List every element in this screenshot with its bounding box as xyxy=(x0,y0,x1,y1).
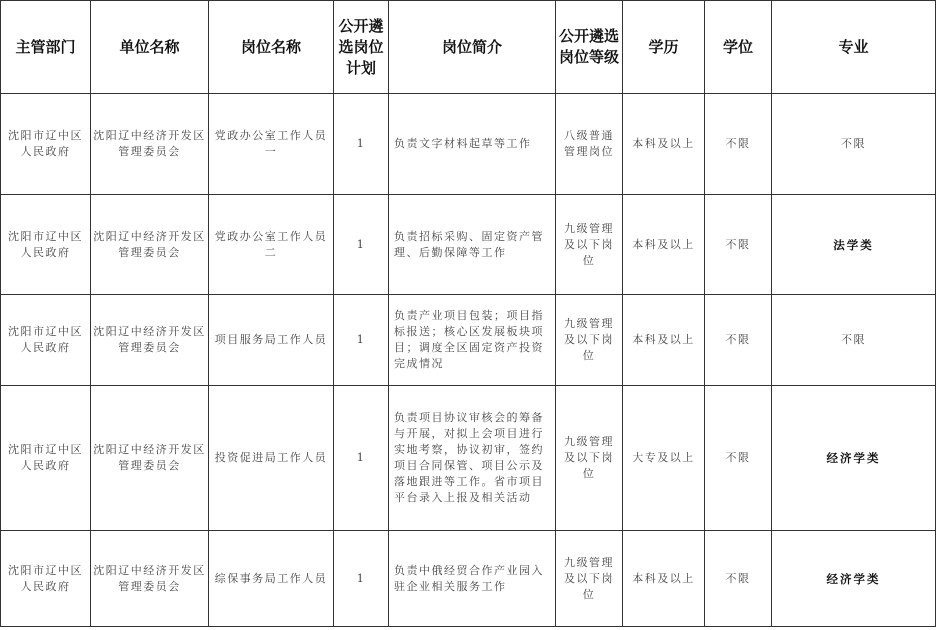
header-cell-major: 专业 xyxy=(772,1,936,94)
desc-cell: 负责产业项目包装；项目指标报送；核心区发展板块项目；调度全区固定资产投资完成情况 xyxy=(389,295,556,386)
header-cell-desc: 岗位简介 xyxy=(389,1,556,94)
unit-cell: 沈阳辽中经济开发区管理委员会 xyxy=(91,94,209,195)
major-cell: 不限 xyxy=(772,295,936,386)
header-cell-edu: 学历 xyxy=(623,1,705,94)
major-cell: 经济学类 xyxy=(772,531,936,627)
major-cell: 不限 xyxy=(772,94,936,195)
table-row xyxy=(1,295,936,386)
header-row xyxy=(1,1,936,94)
edu-cell: 本科及以上 xyxy=(623,195,705,295)
unit-cell: 沈阳辽中经济开发区管理委员会 xyxy=(91,195,209,295)
plan-cell: 1 xyxy=(334,94,389,195)
table-row xyxy=(1,195,936,295)
unit-cell: 沈阳辽中经济开发区管理委员会 xyxy=(91,531,209,627)
desc-cell: 负责招标采购、固定资产管理、后勤保障等工作 xyxy=(389,195,556,295)
post-cell: 项目服务局工作人员 xyxy=(209,295,334,386)
plan-cell: 1 xyxy=(334,531,389,627)
header-cell-plan: 公开遴选岗位计划 xyxy=(334,1,389,94)
level-cell: 九级管理及以下岗位 xyxy=(556,386,623,531)
plan-cell: 1 xyxy=(334,295,389,386)
edu-cell: 本科及以上 xyxy=(623,531,705,627)
level-cell: 八级普通管理岗位 xyxy=(556,94,623,195)
desc-cell: 负责中俄经贸合作产业园入驻企业相关服务工作 xyxy=(389,531,556,627)
unit-cell: 沈阳辽中经济开发区管理委员会 xyxy=(91,295,209,386)
dept-cell: 沈阳市辽中区人民政府 xyxy=(1,94,91,195)
header-cell-unit: 单位名称 xyxy=(91,1,209,94)
desc-cell: 负责文字材料起草等工作 xyxy=(389,94,556,195)
dept-cell: 沈阳市辽中区人民政府 xyxy=(1,531,91,627)
header-cell-dept: 主管部门 xyxy=(1,1,91,94)
unit-cell: 沈阳辽中经济开发区管理委员会 xyxy=(91,386,209,531)
dept-cell: 沈阳市辽中区人民政府 xyxy=(1,386,91,531)
dept-cell: 沈阳市辽中区人民政府 xyxy=(1,195,91,295)
plan-cell: 1 xyxy=(334,195,389,295)
edu-cell: 本科及以上 xyxy=(623,295,705,386)
post-cell: 综保事务局工作人员 xyxy=(209,531,334,627)
post-cell: 党政办公室工作人员二 xyxy=(209,195,334,295)
level-cell: 九级管理及以下岗位 xyxy=(556,195,623,295)
desc-cell: 负责项目协议审核会的筹备与开展，对拟上会项目进行实地考察，协议初审，签约项目合同保管、项目公示及落地跟进等工作。省市项目平台录入上报及相关活动 xyxy=(389,386,556,531)
table-row xyxy=(1,386,936,531)
table-row xyxy=(1,531,936,627)
plan-cell: 1 xyxy=(334,386,389,531)
header-cell-post: 岗位名称 xyxy=(209,1,334,94)
edu-cell: 本科及以上 xyxy=(623,94,705,195)
degree-cell: 不限 xyxy=(705,94,772,195)
major-cell: 经济学类 xyxy=(772,386,936,531)
level-cell: 九级管理及以下岗位 xyxy=(556,531,623,627)
dept-cell: 沈阳市辽中区人民政府 xyxy=(1,295,91,386)
edu-cell: 大专及以上 xyxy=(623,386,705,531)
degree-cell: 不限 xyxy=(705,195,772,295)
table-row xyxy=(1,94,936,195)
post-cell: 投资促进局工作人员 xyxy=(209,386,334,531)
degree-cell: 不限 xyxy=(705,295,772,386)
level-cell: 九级管理及以下岗位 xyxy=(556,295,623,386)
post-cell: 党政办公室工作人员一 xyxy=(209,94,334,195)
major-cell: 法学类 xyxy=(772,195,936,295)
degree-cell: 不限 xyxy=(705,386,772,531)
header-cell-degree: 学位 xyxy=(705,1,772,94)
header-cell-level: 公开遴选岗位等级 xyxy=(556,1,623,94)
degree-cell: 不限 xyxy=(705,531,772,627)
